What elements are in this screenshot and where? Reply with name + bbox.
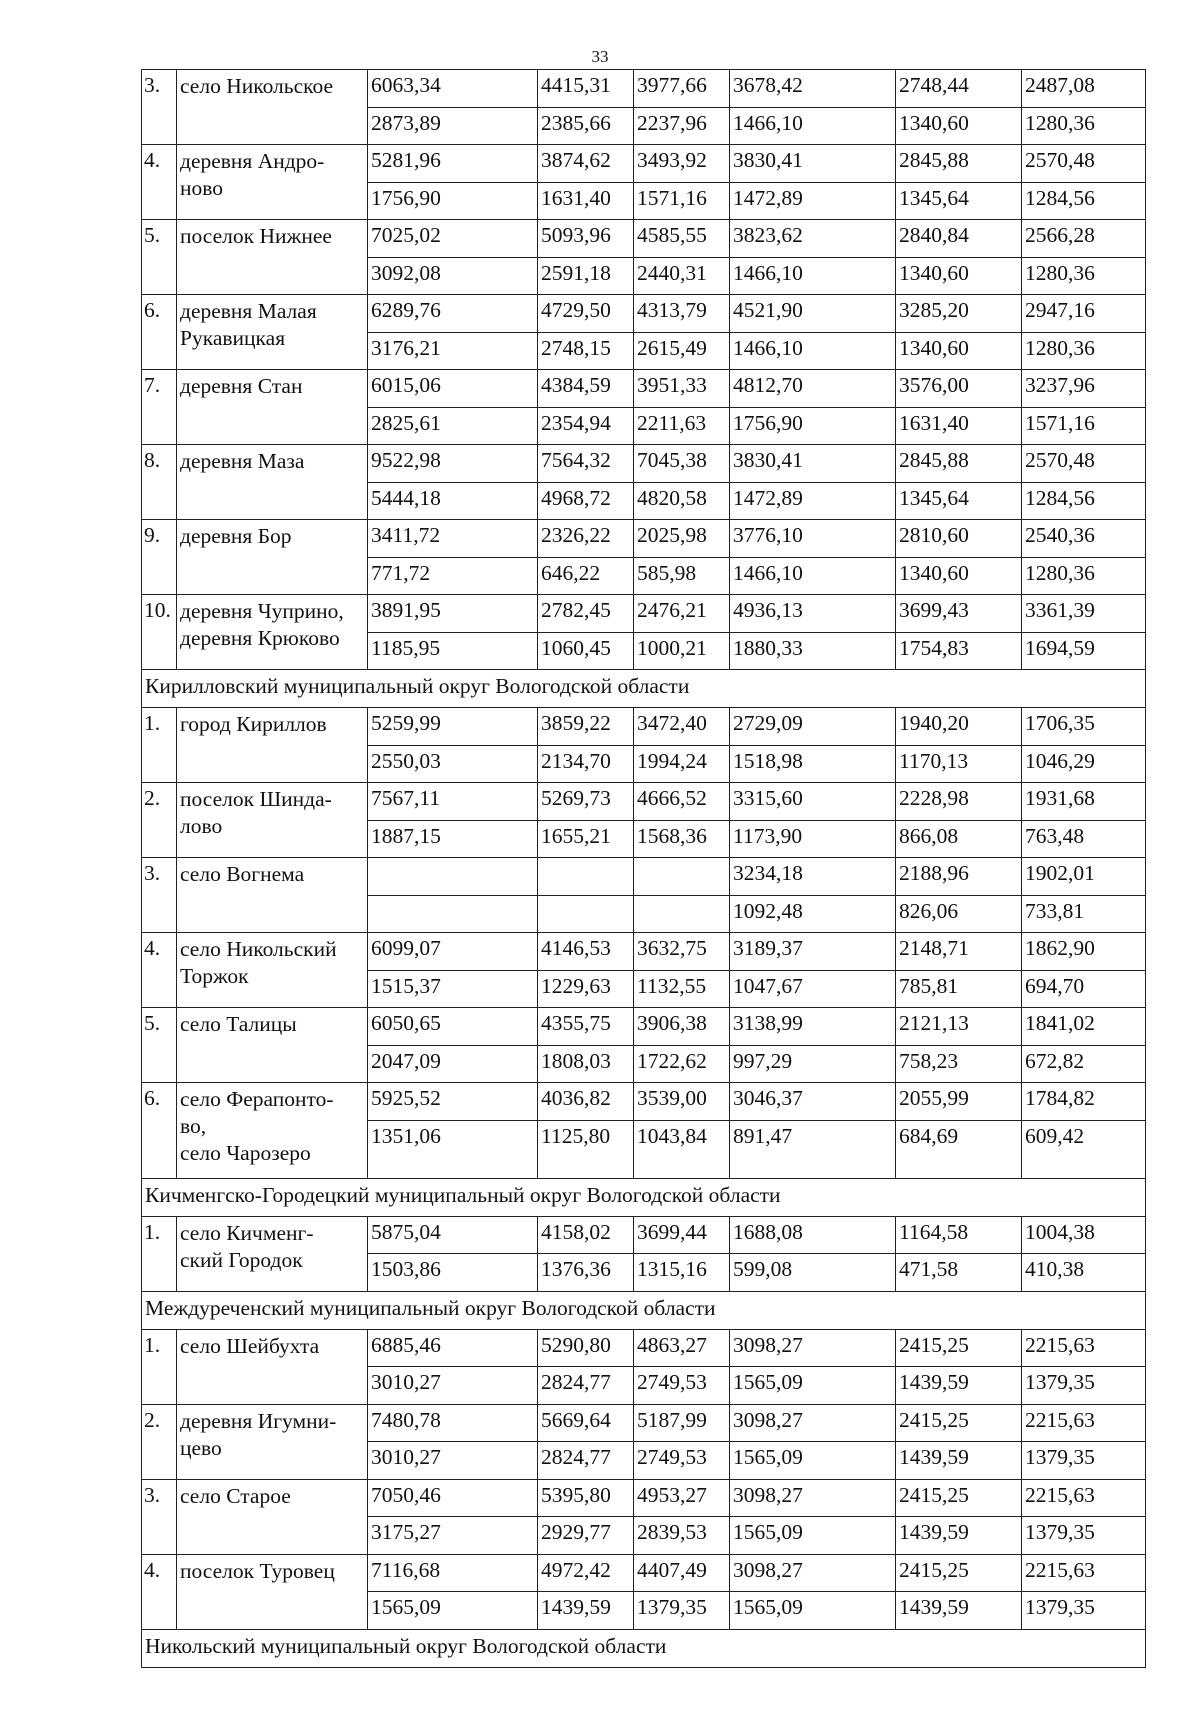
- section-row: [142, 670, 1146, 708]
- value-cell: 4666,52: [634, 783, 730, 821]
- value-cell: 1351,06: [368, 1120, 538, 1178]
- table-row: [142, 520, 1146, 558]
- value-cell: 771,72: [368, 557, 538, 595]
- value-cell: 2215,63: [1022, 1404, 1146, 1442]
- value-cell: 2415,25: [896, 1554, 1022, 1592]
- value-cell: 2211,63: [634, 407, 730, 445]
- value-cell: 3823,62: [730, 220, 896, 258]
- value-cell: 3906,38: [634, 1008, 730, 1046]
- value-cell: 2385,66: [538, 107, 634, 145]
- settlement-name: село Ферапонто- во, село Чарозеро: [177, 1083, 368, 1179]
- value-cell: 3632,75: [634, 933, 730, 971]
- value-cell: 4415,31: [538, 70, 634, 108]
- value-cell: 826,06: [896, 895, 1022, 933]
- value-cell: 7567,11: [368, 783, 538, 821]
- value-cell: 1754,83: [896, 632, 1022, 670]
- table-row: [142, 708, 1146, 746]
- value-cell: 2540,36: [1022, 520, 1146, 558]
- value-cell: [634, 895, 730, 933]
- value-cell: 2782,45: [538, 595, 634, 633]
- value-cell: 866,08: [896, 820, 1022, 858]
- value-cell: 2047,09: [368, 1045, 538, 1083]
- value-cell: 3361,39: [1022, 595, 1146, 633]
- value-cell: 3175,27: [368, 1517, 538, 1555]
- value-cell: 2570,48: [1022, 445, 1146, 483]
- value-cell: 3098,27: [730, 1554, 896, 1592]
- value-cell: 5669,64: [538, 1404, 634, 1442]
- value-cell: 3576,00: [896, 370, 1022, 408]
- value-cell: [368, 895, 538, 933]
- value-cell: 4936,13: [730, 595, 896, 633]
- table-row: [142, 1479, 1146, 1517]
- value-cell: 4972,42: [538, 1554, 634, 1592]
- value-cell: 1565,09: [368, 1592, 538, 1630]
- value-cell: 1466,10: [730, 332, 896, 370]
- value-cell: 1439,59: [896, 1592, 1022, 1630]
- value-cell: 5093,96: [538, 220, 634, 258]
- value-cell: 2947,16: [1022, 295, 1146, 333]
- value-cell: 3830,41: [730, 445, 896, 483]
- value-cell: 3138,99: [730, 1008, 896, 1046]
- value-cell: 1046,29: [1022, 745, 1146, 783]
- value-cell: 3699,43: [896, 595, 1022, 633]
- value-cell: 7116,68: [368, 1554, 538, 1592]
- table-row: [142, 295, 1146, 333]
- value-cell: 2839,53: [634, 1517, 730, 1555]
- settlement-name: деревня Андро- ново: [177, 145, 368, 220]
- value-cell: 2134,70: [538, 745, 634, 783]
- row-number: 2.: [142, 783, 177, 858]
- value-cell: 1125,80: [538, 1120, 634, 1178]
- value-cell: 1862,90: [1022, 933, 1146, 971]
- value-cell: 2749,53: [634, 1442, 730, 1480]
- value-cell: 3830,41: [730, 145, 896, 183]
- row-number: 4.: [142, 1554, 177, 1629]
- row-number: 3.: [142, 858, 177, 933]
- value-cell: [538, 895, 634, 933]
- value-cell: 1164,58: [896, 1216, 1022, 1254]
- settlement-name: село Шейбухта: [177, 1329, 368, 1404]
- value-cell: [538, 858, 634, 896]
- row-number: 3.: [142, 70, 177, 145]
- value-cell: 2415,25: [896, 1479, 1022, 1517]
- table-row: [142, 1554, 1146, 1592]
- settlement-name: деревня Игумни- цево: [177, 1404, 368, 1479]
- value-cell: 3315,60: [730, 783, 896, 821]
- value-cell: 3977,66: [634, 70, 730, 108]
- value-cell: 1466,10: [730, 107, 896, 145]
- section-title: Кирилловский муниципальный округ Вологодской области: [142, 670, 1146, 708]
- value-cell: 2873,89: [368, 107, 538, 145]
- value-cell: 3891,95: [368, 595, 538, 633]
- value-cell: 5444,18: [368, 482, 538, 520]
- value-cell: 4729,50: [538, 295, 634, 333]
- value-cell: 4158,02: [538, 1216, 634, 1254]
- value-cell: 1439,59: [896, 1442, 1022, 1480]
- value-cell: 471,58: [896, 1254, 1022, 1292]
- tariff-table: [141, 69, 1146, 1668]
- value-cell: 1841,02: [1022, 1008, 1146, 1046]
- value-cell: 4820,58: [634, 482, 730, 520]
- value-cell: 410,38: [1022, 1254, 1146, 1292]
- value-cell: 1280,36: [1022, 257, 1146, 295]
- value-cell: 672,82: [1022, 1045, 1146, 1083]
- value-cell: 2749,53: [634, 1367, 730, 1405]
- section-row: [142, 1178, 1146, 1216]
- value-cell: 5269,73: [538, 783, 634, 821]
- row-number: 4.: [142, 933, 177, 1008]
- value-cell: 646,22: [538, 557, 634, 595]
- value-cell: 684,69: [896, 1120, 1022, 1178]
- value-cell: 1379,35: [634, 1592, 730, 1630]
- value-cell: 1315,16: [634, 1254, 730, 1292]
- value-cell: 1170,13: [896, 745, 1022, 783]
- value-cell: 1571,16: [634, 182, 730, 220]
- value-cell: 2825,61: [368, 407, 538, 445]
- value-cell: 1472,89: [730, 182, 896, 220]
- value-cell: 1688,08: [730, 1216, 896, 1254]
- value-cell: 3010,27: [368, 1442, 538, 1480]
- value-cell: 3046,37: [730, 1083, 896, 1121]
- settlement-name: поселок Нижнее: [177, 220, 368, 295]
- value-cell: 3092,08: [368, 257, 538, 295]
- table-row: [142, 1083, 1146, 1121]
- value-cell: 1185,95: [368, 632, 538, 670]
- settlement-name: деревня Бор: [177, 520, 368, 595]
- value-cell: 1379,35: [1022, 1442, 1146, 1480]
- value-cell: 3493,92: [634, 145, 730, 183]
- value-cell: 2550,03: [368, 745, 538, 783]
- value-cell: 7025,02: [368, 220, 538, 258]
- value-cell: 3539,00: [634, 1083, 730, 1121]
- value-cell: 2570,48: [1022, 145, 1146, 183]
- value-cell: 4313,79: [634, 295, 730, 333]
- row-number: 6.: [142, 295, 177, 370]
- table-row: [142, 70, 1146, 108]
- value-cell: 1887,15: [368, 820, 538, 858]
- value-cell: 1902,01: [1022, 858, 1146, 896]
- table-body: [142, 70, 1146, 1668]
- value-cell: 3189,37: [730, 933, 896, 971]
- settlement-name: поселок Шинда- лово: [177, 783, 368, 858]
- row-number: 7.: [142, 370, 177, 445]
- value-cell: 2025,98: [634, 520, 730, 558]
- row-number: 5.: [142, 220, 177, 295]
- value-cell: 2487,08: [1022, 70, 1146, 108]
- value-cell: 5187,99: [634, 1404, 730, 1442]
- table-row: [142, 445, 1146, 483]
- value-cell: 5875,04: [368, 1216, 538, 1254]
- value-cell: 1722,62: [634, 1045, 730, 1083]
- table-row: [142, 1404, 1146, 1442]
- value-cell: 609,42: [1022, 1120, 1146, 1178]
- row-number: 2.: [142, 1404, 177, 1479]
- value-cell: [634, 858, 730, 896]
- value-cell: 4585,55: [634, 220, 730, 258]
- value-cell: 891,47: [730, 1120, 896, 1178]
- value-cell: 2748,15: [538, 332, 634, 370]
- section-row: [142, 1291, 1146, 1329]
- value-cell: 1756,90: [368, 182, 538, 220]
- value-cell: 2326,22: [538, 520, 634, 558]
- value-cell: 997,29: [730, 1045, 896, 1083]
- value-cell: 1655,21: [538, 820, 634, 858]
- value-cell: 6063,34: [368, 70, 538, 108]
- table-row: [142, 858, 1146, 896]
- value-cell: 1004,38: [1022, 1216, 1146, 1254]
- value-cell: 3098,27: [730, 1479, 896, 1517]
- value-cell: 1000,21: [634, 632, 730, 670]
- value-cell: 5395,80: [538, 1479, 634, 1517]
- section-row: [142, 1629, 1146, 1667]
- value-cell: 3010,27: [368, 1367, 538, 1405]
- value-cell: 2354,94: [538, 407, 634, 445]
- value-cell: 1565,09: [730, 1367, 896, 1405]
- value-cell: 1132,55: [634, 970, 730, 1008]
- value-cell: 5281,96: [368, 145, 538, 183]
- value-cell: 1472,89: [730, 482, 896, 520]
- value-cell: 4968,72: [538, 482, 634, 520]
- value-cell: 1047,67: [730, 970, 896, 1008]
- settlement-name: село Никольский Торжок: [177, 933, 368, 1008]
- table-row: [142, 220, 1146, 258]
- value-cell: 1345,64: [896, 182, 1022, 220]
- value-cell: 1631,40: [896, 407, 1022, 445]
- value-cell: 2188,96: [896, 858, 1022, 896]
- value-cell: 5290,80: [538, 1329, 634, 1367]
- value-cell: 9522,98: [368, 445, 538, 483]
- value-cell: 3098,27: [730, 1329, 896, 1367]
- value-cell: 1515,37: [368, 970, 538, 1008]
- value-cell: 3176,21: [368, 332, 538, 370]
- value-cell: 1284,56: [1022, 182, 1146, 220]
- row-number: 6.: [142, 1083, 177, 1179]
- settlement-name: село Вогнема: [177, 858, 368, 933]
- value-cell: 1060,45: [538, 632, 634, 670]
- value-cell: 2729,09: [730, 708, 896, 746]
- value-cell: 2055,99: [896, 1083, 1022, 1121]
- value-cell: 1784,82: [1022, 1083, 1146, 1121]
- value-cell: 1173,90: [730, 820, 896, 858]
- value-cell: 1340,60: [896, 332, 1022, 370]
- value-cell: 3237,96: [1022, 370, 1146, 408]
- value-cell: 2228,98: [896, 783, 1022, 821]
- settlement-name: деревня Чуприно, деревня Крюково: [177, 595, 368, 670]
- value-cell: 6289,76: [368, 295, 538, 333]
- value-cell: 1340,60: [896, 257, 1022, 295]
- settlement-name: село Талицы: [177, 1008, 368, 1083]
- value-cell: 7045,38: [634, 445, 730, 483]
- value-cell: 2929,77: [538, 1517, 634, 1555]
- settlement-name: деревня Малая Рукавицкая: [177, 295, 368, 370]
- value-cell: 3874,62: [538, 145, 634, 183]
- value-cell: 1694,59: [1022, 632, 1146, 670]
- value-cell: 1345,64: [896, 482, 1022, 520]
- value-cell: 2845,88: [896, 145, 1022, 183]
- row-number: 9.: [142, 520, 177, 595]
- value-cell: 599,08: [730, 1254, 896, 1292]
- row-number: 8.: [142, 445, 177, 520]
- table-row: [142, 933, 1146, 971]
- value-cell: 785,81: [896, 970, 1022, 1008]
- settlement-name: село Кичменг- ский Городок: [177, 1216, 368, 1291]
- value-cell: 2237,96: [634, 107, 730, 145]
- value-cell: [368, 858, 538, 896]
- table-row: [142, 370, 1146, 408]
- row-number: 1.: [142, 708, 177, 783]
- value-cell: 1280,36: [1022, 107, 1146, 145]
- value-cell: 2824,77: [538, 1367, 634, 1405]
- value-cell: 5925,52: [368, 1083, 538, 1121]
- value-cell: 1340,60: [896, 557, 1022, 595]
- row-number: 10.: [142, 595, 177, 670]
- value-cell: 4146,53: [538, 933, 634, 971]
- value-cell: 758,23: [896, 1045, 1022, 1083]
- value-cell: 4384,59: [538, 370, 634, 408]
- value-cell: 763,48: [1022, 820, 1146, 858]
- value-cell: 2748,44: [896, 70, 1022, 108]
- row-number: 3.: [142, 1479, 177, 1554]
- value-cell: 1280,36: [1022, 557, 1146, 595]
- value-cell: 2215,63: [1022, 1479, 1146, 1517]
- value-cell: 1379,35: [1022, 1592, 1146, 1630]
- value-cell: 3098,27: [730, 1404, 896, 1442]
- value-cell: 5259,99: [368, 708, 538, 746]
- value-cell: 1043,84: [634, 1120, 730, 1178]
- value-cell: 1340,60: [896, 107, 1022, 145]
- row-number: 4.: [142, 145, 177, 220]
- value-cell: 6099,07: [368, 933, 538, 971]
- value-cell: 1503,86: [368, 1254, 538, 1292]
- settlement-name: деревня Стан: [177, 370, 368, 445]
- value-cell: 694,70: [1022, 970, 1146, 1008]
- value-cell: 1565,09: [730, 1517, 896, 1555]
- value-cell: 1466,10: [730, 257, 896, 295]
- value-cell: 2810,60: [896, 520, 1022, 558]
- value-cell: 4355,75: [538, 1008, 634, 1046]
- value-cell: 1571,16: [1022, 407, 1146, 445]
- value-cell: 1931,68: [1022, 783, 1146, 821]
- value-cell: 1466,10: [730, 557, 896, 595]
- value-cell: 1376,36: [538, 1254, 634, 1292]
- value-cell: 2824,77: [538, 1442, 634, 1480]
- value-cell: 733,81: [1022, 895, 1146, 933]
- value-cell: 4521,90: [730, 295, 896, 333]
- value-cell: 3285,20: [896, 295, 1022, 333]
- value-cell: 7564,32: [538, 445, 634, 483]
- value-cell: 7480,78: [368, 1404, 538, 1442]
- value-cell: 1706,35: [1022, 708, 1146, 746]
- table-row: [142, 1216, 1146, 1254]
- value-cell: 3699,44: [634, 1216, 730, 1254]
- table-row: [142, 145, 1146, 183]
- value-cell: 2845,88: [896, 445, 1022, 483]
- table-row: [142, 783, 1146, 821]
- value-cell: 7050,46: [368, 1479, 538, 1517]
- value-cell: 1439,59: [896, 1367, 1022, 1405]
- settlement-name: город Кириллов: [177, 708, 368, 783]
- value-cell: 1808,03: [538, 1045, 634, 1083]
- value-cell: 3472,40: [634, 708, 730, 746]
- value-cell: 1568,36: [634, 820, 730, 858]
- value-cell: 1880,33: [730, 632, 896, 670]
- value-cell: 1631,40: [538, 182, 634, 220]
- value-cell: 4812,70: [730, 370, 896, 408]
- value-cell: 1284,56: [1022, 482, 1146, 520]
- value-cell: 6050,65: [368, 1008, 538, 1046]
- value-cell: 585,98: [634, 557, 730, 595]
- section-title: Никольский муниципальный округ Вологодской области: [142, 1629, 1146, 1667]
- value-cell: 4407,49: [634, 1554, 730, 1592]
- value-cell: 2440,31: [634, 257, 730, 295]
- value-cell: 2415,25: [896, 1404, 1022, 1442]
- value-cell: 2148,71: [896, 933, 1022, 971]
- table-row: [142, 595, 1146, 633]
- value-cell: 2121,13: [896, 1008, 1022, 1046]
- value-cell: 1439,59: [896, 1517, 1022, 1555]
- value-cell: 2566,28: [1022, 220, 1146, 258]
- value-cell: 1379,35: [1022, 1367, 1146, 1405]
- value-cell: 4953,27: [634, 1479, 730, 1517]
- value-cell: 3234,18: [730, 858, 896, 896]
- value-cell: 3859,22: [538, 708, 634, 746]
- value-cell: 1565,09: [730, 1442, 896, 1480]
- settlement-name: поселок Туровец: [177, 1554, 368, 1629]
- value-cell: 1280,36: [1022, 332, 1146, 370]
- value-cell: 1940,20: [896, 708, 1022, 746]
- value-cell: 2615,49: [634, 332, 730, 370]
- value-cell: 3951,33: [634, 370, 730, 408]
- value-cell: 3776,10: [730, 520, 896, 558]
- page-number: 33: [591, 47, 609, 66]
- value-cell: 3411,72: [368, 520, 538, 558]
- section-title: Кичменгско-Городецкий муниципальный округ Вологодской области: [142, 1178, 1146, 1216]
- value-cell: 4036,82: [538, 1083, 634, 1121]
- settlement-name: село Никольское: [177, 70, 368, 145]
- value-cell: 6015,06: [368, 370, 538, 408]
- value-cell: 2415,25: [896, 1329, 1022, 1367]
- value-cell: 1518,98: [730, 745, 896, 783]
- value-cell: 2591,18: [538, 257, 634, 295]
- section-title: Междуреченский муниципальный округ Вологодской области: [142, 1291, 1146, 1329]
- row-number: 5.: [142, 1008, 177, 1083]
- value-cell: 2215,63: [1022, 1554, 1146, 1592]
- value-cell: 2215,63: [1022, 1329, 1146, 1367]
- row-number: 1.: [142, 1329, 177, 1404]
- value-cell: 1229,63: [538, 970, 634, 1008]
- value-cell: 2476,21: [634, 595, 730, 633]
- value-cell: 3678,42: [730, 70, 896, 108]
- value-cell: 1994,24: [634, 745, 730, 783]
- table-row: [142, 1008, 1146, 1046]
- value-cell: 2840,84: [896, 220, 1022, 258]
- table-row: [142, 1329, 1146, 1367]
- settlement-name: деревня Маза: [177, 445, 368, 520]
- value-cell: 6885,46: [368, 1329, 538, 1367]
- value-cell: 1756,90: [730, 407, 896, 445]
- value-cell: 1565,09: [730, 1592, 896, 1630]
- settlement-name: село Старое: [177, 1479, 368, 1554]
- row-number: 1.: [142, 1216, 177, 1291]
- value-cell: 1379,35: [1022, 1517, 1146, 1555]
- value-cell: 4863,27: [634, 1329, 730, 1367]
- value-cell: 1092,48: [730, 895, 896, 933]
- value-cell: 1439,59: [538, 1592, 634, 1630]
